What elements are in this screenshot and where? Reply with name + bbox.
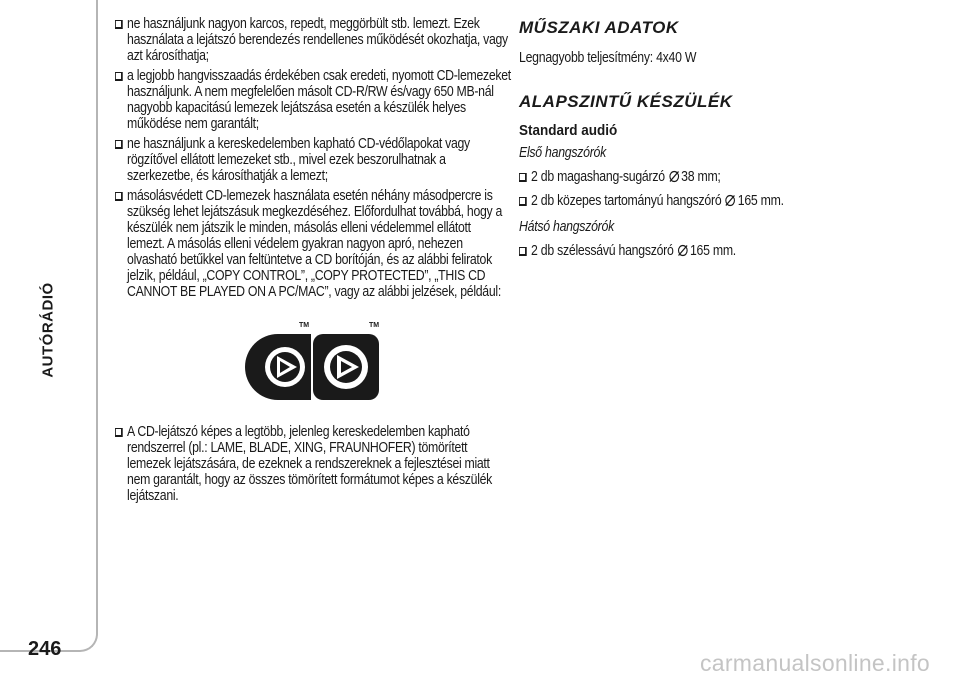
left-column bbox=[115, 16, 511, 508]
spec-row bbox=[519, 193, 950, 209]
list-item bbox=[115, 424, 511, 504]
list-item-text: A CD-lejátszó képes a legtöbb, jelenleg kereskedelemben kapható rendszerrel (pl.: LAME, BLADE, XING, FRAUNHOFER) tömörített lemezek lejátszására, de ezeknek a rendszereknek a fejlesztései miatt nem garantált, hogy az összes tömörített formátumot képes a készülék lejátszani. bbox=[127, 424, 493, 504]
trademark-mark: TM bbox=[299, 322, 310, 329]
right-column bbox=[519, 18, 939, 259]
spec-row bbox=[519, 169, 950, 185]
spec-label: 2 db magashang-sugárzó bbox=[531, 169, 665, 185]
spec-row bbox=[519, 243, 950, 259]
list-item bbox=[115, 68, 511, 132]
checkbox-bullet-icon bbox=[115, 72, 123, 81]
max-power-text: Legnagyobb teljesítmény: 4x40 W bbox=[519, 50, 697, 66]
trademark-mark: TM bbox=[369, 322, 380, 329]
spec-label: 2 db szélessávú hangszóró bbox=[531, 243, 674, 259]
spec-size: 165 mm. bbox=[689, 243, 736, 259]
list-item bbox=[115, 16, 511, 64]
checkbox-bullet-icon bbox=[115, 140, 123, 149]
checkbox-bullet-icon bbox=[519, 247, 527, 256]
checkbox-bullet-icon bbox=[519, 173, 527, 182]
checkbox-bullet-icon bbox=[519, 197, 527, 206]
front-speakers-label: Első hangszórók bbox=[519, 145, 607, 161]
list-item bbox=[115, 136, 511, 184]
list-item-text: másolásvédett CD-lemezek használata esetén néhány másodpercre is szükség lehet lejátszásuk megkezdéséhez. Előfordulhat továbbá, hogy a készülék nem játszik le minden, másolás elleni védelemmel ellátott lemezt. A másolás elleni védelem gyakran nagyon apró, nehezen olvasható betűkkel van feltüntetve a CD borítóján, és az alábbi feliratok jelzik, például, „COPY CONTROL”, „COPY PROTECTED”, „THIS CD CANNOT BE PLAYED ON A PC/MAC”, vagy az alábbi jelzések, például: bbox=[127, 188, 503, 300]
list-item-text: ne használjunk a kereskedelemben kapható CD-védőlapokat vagy rögzítővel ellátott lemezeket stb., mivel ezek beszorulhatnak a szerkezetbe, és károsíthatják a lemezt; bbox=[127, 136, 470, 184]
section-heading-technical-data: MŰSZAKI ADATOK bbox=[519, 18, 679, 37]
section-side-label: AUTÓRÁDIÓ bbox=[39, 282, 57, 378]
watermark: carmanualsonline.info bbox=[699, 650, 930, 676]
list-item-text: ne használjunk nagyon karcos, repedt, meggörbült stb. lemezt. Ezek használata a lejátszó berendezés rendellenes működését okozhatja, vagy azt károsíthatja; bbox=[127, 16, 508, 64]
checkbox-bullet-icon bbox=[115, 428, 123, 437]
list-item bbox=[115, 188, 511, 300]
subheading-standard-audio: Standard audió bbox=[519, 122, 618, 139]
rear-speakers-label: Hátsó hangszórók bbox=[519, 219, 614, 235]
page-number: 246 bbox=[28, 638, 62, 660]
checkbox-bullet-icon bbox=[115, 192, 123, 201]
checkbox-bullet-icon bbox=[115, 20, 123, 29]
section-heading-basic-unit: ALAPSZINTŰ KÉSZÜLÉK bbox=[519, 92, 733, 111]
spec-label: 2 db közepes tartományú hangszóró bbox=[531, 193, 722, 209]
spec-size: 38 mm; bbox=[681, 169, 721, 185]
copy-protection-logos bbox=[115, 310, 500, 422]
diameter-icon bbox=[677, 244, 688, 257]
diameter-icon bbox=[668, 170, 679, 183]
spec-size: 165 mm. bbox=[737, 193, 784, 209]
diameter-icon bbox=[725, 194, 736, 207]
copy-protected-logo-icon bbox=[313, 332, 379, 402]
copy-control-logo-icon bbox=[245, 332, 311, 402]
list-item-text: a legjobb hangvisszaadás érdekében csak eredeti, nyomott CD-lemezeket használjunk. A nem megfelelően másolt CD-R/RW és/vagy 650 MB-nál nagyobb kapacitású lemezek lejátszása esetén a készülék helyes működése nem garantált; bbox=[127, 68, 511, 132]
